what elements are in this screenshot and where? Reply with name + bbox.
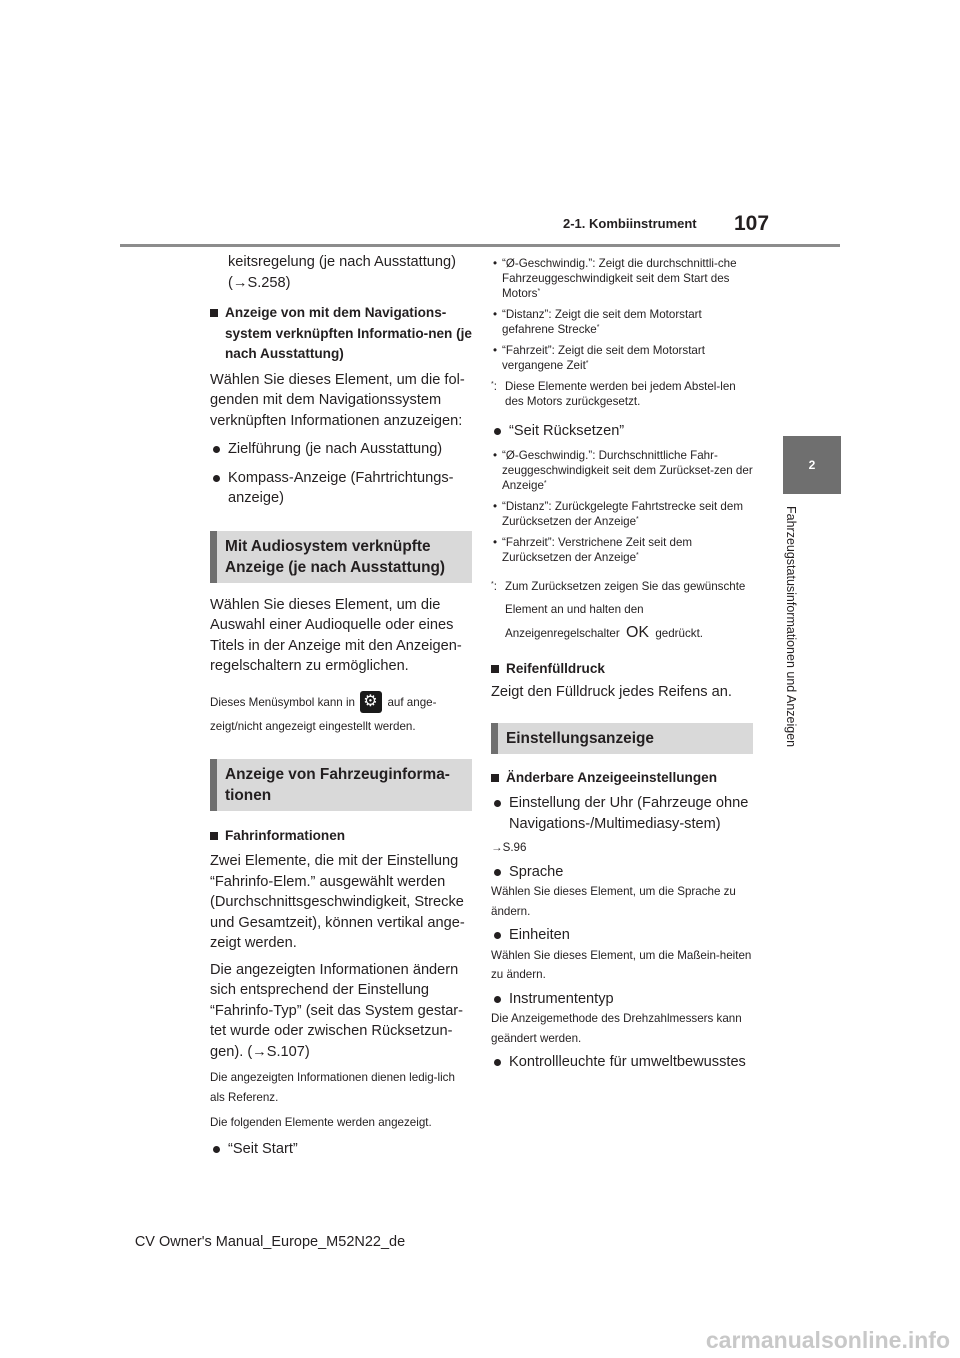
list-item: Einstellung der Uhr (Fahrzeuge ohne Navigations-/Multimediasy-stem) <box>491 793 753 834</box>
note: Dieses Menüsymbol kann in ⚙ auf ange-zeigt/nicht angezeigt eingestellt werden. <box>210 691 472 739</box>
bullet-icon <box>494 428 501 435</box>
subheading-fahrinfo: Fahrinformationen <box>210 826 472 847</box>
subheading-reifen: Reifenfülldruck <box>491 659 753 680</box>
page-reference: →S.96 <box>491 841 527 854</box>
page-number: 107 <box>734 212 770 235</box>
list-item: Sprache <box>491 862 753 883</box>
list-item: • “Ø-Geschwindig.”: Durchschnittliche Fahr-zeuggeschwindigkeit seit dem Zurückset-zen der Anzeige* <box>493 448 753 492</box>
paragraph: Zwei Elemente, die mit der Einstellung “Fahrinfo-Elem.” ausgewählt werden (Durchschnittsgeschwindigkeit, Strecke und Gesamtzeit), können vertikal ange-zeigt werden. <box>210 853 465 951</box>
section-heading-settings: Einstellungsanzeige <box>491 723 753 754</box>
footnote: *: Diese Elemente werden bei jedem Abstel-len des Motors zurückgesetzt. <box>491 380 736 408</box>
paragraph: Zeigt den Fülldruck jedes Reifens an. <box>491 684 732 700</box>
paragraph: Wählen Sie dieses Element, um die Auswahl einer Audioquelle oder eines Titels in der Anzeige mit den Anzeigen-regelschaltern zu ermöglichen. <box>210 596 462 674</box>
square-bullet-icon <box>210 309 218 317</box>
section-heading-vehicle-info: Anzeige von Fahrzeuginforma-tionen <box>210 759 472 811</box>
watermark: carmanualsonline.info <box>705 1327 950 1353</box>
square-bullet-icon <box>491 665 499 673</box>
list-item: • “Ø-Geschwindig.”: Zeigt die durchschnittli-che Fahrzeuggeschwindigkeit seit dem Start des Motors* <box>493 257 737 300</box>
list-item: • “Fahrzeit”: Zeigt die seit dem Motorstart vergangene Zeit* <box>493 344 705 372</box>
section-title: 2-1. Kombiinstrument <box>563 216 697 231</box>
header-divider <box>120 244 840 247</box>
paragraph: Die angezeigten Informationen ändern sich entsprechend der Einstellung “Fahrinfo-Typ” (seit das System gestar-tet wurde oder zwischen Rücksetzun-gen). (→S.107) <box>210 961 464 1060</box>
subheading-navigation: Anzeige von mit dem Navigations-system verknüpften Informatio-nen (je nach Ausstattung) <box>210 303 472 365</box>
list-item: “Seit Start” <box>210 1139 472 1160</box>
note: Wählen Sie dieses Element, um die Maßein-heiten zu ändern. <box>491 948 752 981</box>
list-item: • “Distanz”: Zeigt die seit dem Motorstart gefahrene Strecke* <box>493 308 702 336</box>
list-item: Kompass-Anzeige (Fahrtrichtungs-anzeige) <box>210 468 472 509</box>
note: Wählen Sie dieses Element, um die Sprache zu ändern. <box>491 885 736 918</box>
bullet-icon <box>494 869 501 876</box>
footer-manual-name: CV Owner's Manual_Europe_M52N22_de <box>134 1234 406 1250</box>
chapter-title-vertical <box>772 506 812 766</box>
note: Die folgenden Elemente werden angezeigt. <box>210 1116 432 1129</box>
square-bullet-icon <box>491 774 499 782</box>
paragraph: Wählen Sie dieses Element, um die fol-genden mit dem Navigationssystem verknüpften Informationen anzuzeigen: <box>210 371 465 429</box>
bullet-icon <box>213 475 220 482</box>
section-heading-audio: Mit Audiosystem verknüpfte Anzeige (je nach Ausstattung) <box>210 531 472 583</box>
bullet-icon <box>213 446 220 453</box>
bullet-icon <box>213 1146 220 1153</box>
bullet-icon <box>494 800 501 807</box>
footnote: *: Zum Zurücksetzen zeigen Sie das gewünschte Element an und halten den Anzeigenregelschalter OK gedrückt. <box>491 575 753 645</box>
bullet-icon <box>494 1059 501 1066</box>
bullet-icon <box>494 932 501 939</box>
list-item: Instrumententyp <box>491 989 753 1010</box>
chapter-tab <box>783 436 841 494</box>
list-item: “Seit Rücksetzen” <box>491 421 753 442</box>
chapter-title: Fahrzeugstatusinformationen und Anzeigen <box>784 506 798 748</box>
chapter-number: 2 <box>808 458 816 472</box>
paragraph: keitsregelung (je nach Ausstattung) (→S.258) <box>228 254 456 291</box>
ok-button-icon: OK <box>625 623 650 641</box>
list-item: • “Distanz”: Zurückgelegte Fahrtstrecke seit dem Zurücksetzen der Anzeige* <box>493 499 743 528</box>
list-item: • “Fahrzeit”: Verstrichene Zeit seit dem Zurücksetzen der Anzeige* <box>493 535 693 564</box>
right-column <box>491 252 753 1073</box>
square-bullet-icon <box>210 832 218 840</box>
note: Die angezeigten Informationen dienen ledig-lich als Referenz. <box>210 1071 455 1104</box>
list-item: Zielführung (je nach Ausstattung) <box>210 439 472 460</box>
bullet-icon <box>494 996 501 1003</box>
settings-gear-icon <box>360 691 382 713</box>
subheading-aenderbar: Änderbare Anzeigeeinstellungen <box>491 768 753 789</box>
list-item: Kontrollleuchte für umweltbewusstes <box>491 1052 753 1073</box>
left-column <box>210 252 472 1159</box>
list-item: Einheiten <box>491 925 753 946</box>
note: Die Anzeigemethode des Drehzahlmessers kann geändert werden. <box>491 1012 742 1045</box>
